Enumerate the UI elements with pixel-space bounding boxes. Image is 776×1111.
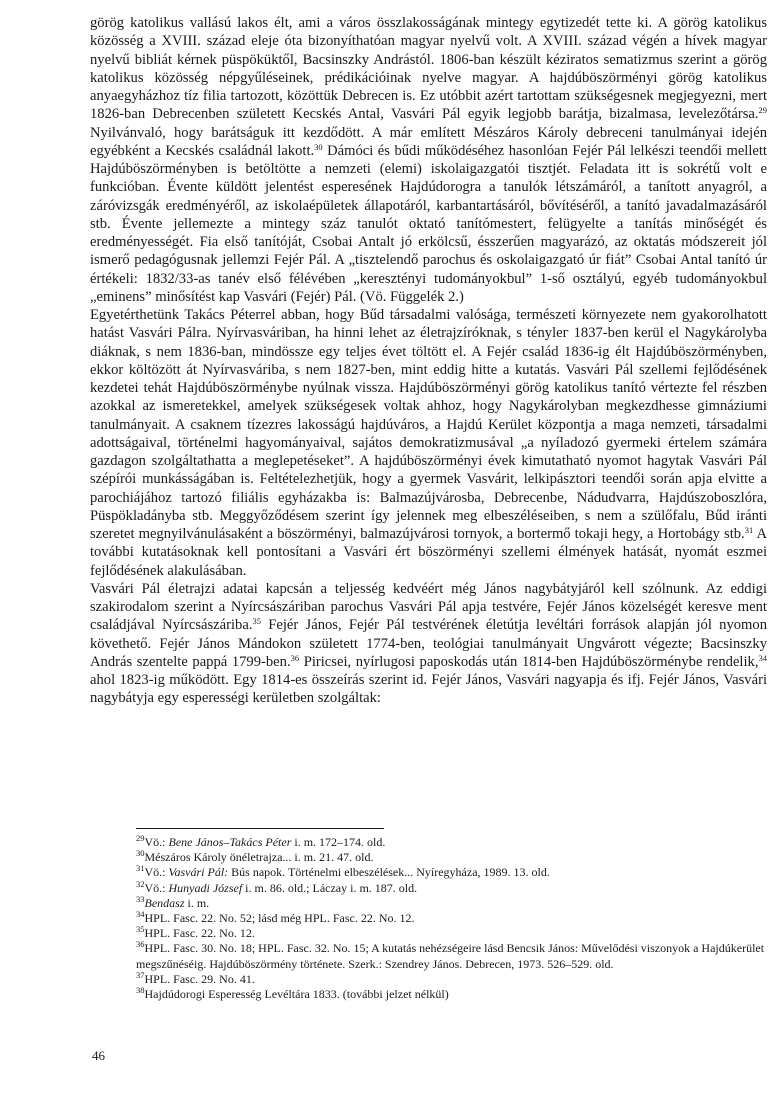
paragraph: görög katolikus vallású lakos élt, ami a város összlakosságának mintegy egytizedét tette ki. A görög katolikus közösség a XVIII. század eleje óta bizonyíthatóan magyar nyelvű volt. A XVIII. század végén a hívek magyar nyelvű bibliát kérnek püspöküktől, Bacsinszky Andrástól. 1806-ban készült kéziratos sematizmus szerint a görög katolikus közösség népgyűléseinek, prédikációinak nyelve magyar. A hajdúböszörményi görög katolikus anyaegyházhoz tíz filia tartozott, közöttük Debrecen is. Ez utóbbit azért tartottam szükségesnek megjegyezni, mert 1826-ban Debrecenben született Kecskés Antal, Vasvári Pál egyik legjobb barátja, bizalmasa, levelezőtársa.$^{29}$ Nyilvánvaló, hogy barátságuk itt kezdődött. A már említett Mészáros Károly debreceni tanulmányai idején egyébként a Kecskés családnál lakott.$^{30}$ Dámóci és bűdi működéséhez hasonlóan Fejér Pál lelkészi teendői mellett Hajdúböszörményben is betöltötte a nemzeti (elemi) iskolaigazgatói tisztjét. Feladata itt is sokrétű volt e funkcióban. Évente küldött jelentést esperesének Hajdúdorogra a tanulók létszámáról, a tanított anyagról, a záróvizsgák eredményéről, az iskolaépületek állapotáról, karbantartásáról, bővítéséről, a tanító javadalmazásáról stb. Évente jellemezte a mintegy száz tanulót oktató tanítómestert, felügyelte a tanítás minőségét és eredményességét. Fia első tanítóját, Csobai Antalt jó erkölcsű, ésszerűen magyarázó, az oktatás módszereit jól ismerő pedagógusnak jellemzi Fejér Pál. A „tisztelendő parochus és oskolaigazgató úr fiát” Csobai Antal tanító úr értékeli: 1832/33-as tanév első félévében „keresztényi tudományokbul” 1-ső osztályú, egyéb tudományokbul „eminens” minősítést kap Vasvári (Fejér) Pál. (Vö. Függelék 2.) — [90, 15, 767, 305]
footnote: $^{38}$Hajdúdorogi Esperesség Levéltára 1833. (további jelzet nélkül) — [136, 985, 449, 1002]
paragraph: Egyetérthetünk Takács Péterrel abban, hogy Bűd társadalmi valósága, természeti környezete nem gyakorolhatott hatást Vasvári Pálra. Nyírvasváriban, ha hinni lehet az életrajzíróknak, s ténylег 1837-ben kerül el Nagykárolyba diáknak, s nem 1836-ban, mindössze egy teljes évet töltött el. A Fejér család 1836-ig élt Hajdúböszörményben, ekkor költözött át Nyírvasváriba, s nem 1827-ben, mint eddig hitte a kutatás. Vasvári Pál szellemi fejlődésének kezdetei tehát Hajdúböszörménybe nyúlnak vissza. Hajdúböszörményi görög katolikus tanító vértezte fel részben azokkal az ismeretekkel, amelyek szükségesek voltak ahhoz, hogy Nagykárolyban megkezdhesse gimnáziumi tanulmányait. A csaknem tízezres lakosságú hajdúváros, a Hajdú Kerület központja a maga nemzeti, társadalmi adottságaival, történelmi hagyományaival, sajátos demokratizmusával „a nyíladozó gyermeki értelem számára gazdagon szolgáltathatta a meglepetéseket”. A hajdúböszörményi évek kimutatható nyomot hagytak Vasvári Pál szépírói munkásságában is. Feltételezhetjük, hogy a gyermek Vasvárit, lelkipásztori teendői során apja elvitte a parochiájához tartozó filiális egyházakba is: Balmazújvárosba, Debrecenbe, Nádudvarra, Hajdúszoboszlóra, Püspökladányba stb. Meggyőződésem szerint így jelennek meg elbeszéléseiben, s nem a szülőfalu, Bűd iránti szeretet megnyilvánulásaként a böszörményi, balmazújvárosi tornyok, a bortermő tokaji hegy, a Hortobágy stb.$^{31}$ A további kutatásoknak kell pontosítani a Vasvári ért böszörményi szellemi élmények hatását, nyomát eszmei fejlődésének alakulásában. — [90, 307, 768, 579]
footnote: $^{34}$HPL. Fasc. 22. No. 52; lásd még HPL. Fasc. 22. No. 12. — [136, 909, 415, 926]
footnote: $^{37}$HPL. Fasc. 29. No. 41. — [136, 969, 255, 986]
footnote: $^{29}$Vö.: Bene János–Takács Péter i. m. 172–174. old. — [136, 833, 386, 849]
footnote: $^{32}$Vö.: Hunyadi József i. m. 86. old.; Láczay i. m. 187. old. — [136, 878, 418, 895]
page-number: 46 — [92, 1048, 105, 1063]
footnote: $^{35}$HPL. Fasc. 22. No. 12. — [136, 924, 255, 941]
footnote: $^{36}$HPL. Fasc. 30. No. 18; HPL. Fasc. 32. No. 15; A kutatás nehézségeire lásd Bencsik János: Művelődési viszonyok a Hajdúkerület megszűnéséig. Hajdúböszörmény története. Szerk.: Szendrey János. Debrecen, 1973. 526–529. old. — [136, 939, 765, 971]
footnote-divider — [136, 828, 384, 829]
footnote: $^{33}$Bendasz i. m. — [136, 893, 210, 910]
footnote: $^{30}$Mészáros Károly önéletrajza... i. m. 21. 47. old. — [136, 848, 374, 865]
footnote: $^{31}$Vö.: Vasvári Pál: Bús napok. Történelmi elbeszélések... Nyíregyháza, 1989. 13. old. — [136, 863, 550, 880]
paragraph: Vasvári Pál életrajzi adatai kapcsán a teljesség kedvéért még János nagybátyjáról kell szólnunk. Az eddigi szakirodalom szerint a Nyírcsászáriban parochus Vasvári Pál apja testvére, Fejér János közelségét keresve ment családjával Nyírcsászáriba.$^{35}$ Fejér János, Fejér Pál testvérének életútja levéltári források alapján jól nyomon követhető. Fejér János Mándokon született 1774-ben, teológiai tanulmányait Ungvárott végezte; Bacsinszky András szentelte pappá 1799-ben.$^{36}$ Piricsei, nyírlugosi paposkodás után 1814-ben Hajdúböszörménybe rendelik,$^{34}$ ahol 1823-ig működött. Egy 1814-es összeírás szerint id. Fejér János, Vasvári nagyapja és ifj. Fejér János, Vasvári nagybátyja egy esperességi kerületben szolgáltak: — [90, 580, 767, 707]
main-text — [90, 14, 767, 708]
footnotes — [136, 835, 767, 1002]
